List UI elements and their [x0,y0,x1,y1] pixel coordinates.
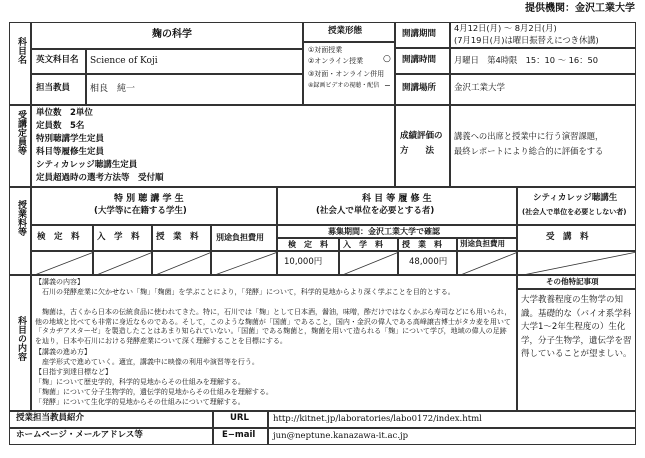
evaluation-label-2: 方 法 [400,146,435,156]
city-college-subtitle: (社会人で単位を必要としない者) [522,208,627,216]
credit-tuition-fee-label: 授 業 料 [402,240,442,249]
special-admission-fee-value [93,251,152,275]
instructor-label: 担当教員 [36,83,71,93]
email-label-cell [213,428,268,445]
not-applicable-slash [212,252,277,275]
instructor-cell [86,74,303,105]
time-label: 開講時間 [402,55,437,65]
english-name-value: Science of Koji [90,56,158,66]
credit-admission-fee-label: 入 学 料 [343,240,383,249]
goal-item: 「発酵」について生化学的見地からその仕組みについて理解する。 [35,398,245,406]
evaluation-line-1: 講義への出席と授業中に行う演習課題， [454,131,604,141]
other-fee-label: 別途負担費用 [216,233,264,242]
english-name-label-cell [31,49,86,74]
content-heading: 【講義の内容】 [35,278,84,286]
email-label: E−mail [222,430,256,440]
not-applicable-slash [340,252,398,275]
credit-other-fee-value [457,251,517,275]
admission-fee-label: 入 学 料 [97,232,140,242]
notes-text: 大学教養程度の生物学の知識。基礎的な（バイオ系学科大学1〜2年生程度の）生化学，分子生物学，遺伝学を習得していることが望ましい。 [521,295,632,359]
period-label: 開講期間 [402,29,437,39]
special-exam-fee-value [31,251,93,275]
time-value: 月曜日 第4時限 15：10 〜 16：50 [454,55,599,65]
content-header: 科目の内容 [9,275,31,411]
notes-header: その他特記事項 [546,277,599,286]
subject-name-header: 科目名 [9,22,31,105]
format-option-4-mark: − [384,81,391,90]
capacity-line: 特別聴講学生定員 [36,134,105,144]
special-tuition-fee-header [152,225,211,251]
time-label-cell [395,48,450,74]
place-cell [450,74,636,105]
notes-header-cell [517,275,636,289]
format-option-4: ④録画ビデオの視聴・配信 [308,82,380,89]
instructor-intro-label: 授業担当教員紹介 [16,413,85,423]
credit-exam-fee-header [277,238,339,251]
email-cell [268,428,636,445]
evaluation-label-cell [395,105,450,187]
capacity-cell [31,105,395,187]
provider-label: 提供機関：金沢工業大学 [525,3,635,14]
tuition-fee-label: 授 業 料 [156,232,199,242]
instructor-value: 相良 純一 [90,84,136,94]
goals-heading: 【目指す到達目標など】 [35,368,112,376]
period-line-1: 4月12日(月) 〜 8月2日(月) [454,23,557,33]
not-applicable-slash [94,252,152,275]
instructor-intro-label-cell [9,411,213,428]
method-heading: 【講義の進め方】 [35,348,91,356]
special-other-fee-value [211,251,277,275]
credit-other-fee-header [457,238,517,251]
not-applicable-slash [32,252,93,275]
subject-title: 麹の科学 [152,29,192,40]
credit-exam-fee-label: 検 定 料 [288,240,328,249]
credit-student-title: 科 目 等 履 修 生 [362,194,432,204]
credit-exam-fee-value: 10,000円 [284,257,323,267]
period-cell [450,22,636,48]
format-option-1: ①対面授業 [308,46,343,54]
format-option-3: ③対面・オンライン併用 [308,70,385,78]
method-text: 座学形式で進めていく。適宜，講義中に映像の利用や演習等を行う。 [35,358,259,366]
content-paragraph: 石川の発酵産業に欠かせない「麹」「麹菌」を学ぶことにより，「発酵」について，科学的見地からより深く学ぶことを目的とする。 [35,288,455,296]
special-student-title: 特 別 聴 講 学 生 [114,194,184,204]
fees-header: 授業料等 [9,187,31,275]
capacity-line: シティカレッジ聴講生定員 [36,160,138,170]
special-student-header [31,187,277,225]
goal-item: 「麹菌」について分子生物学的，遺伝学的見地からその仕組みを理解する。 [35,388,273,396]
credit-tuition-fee-value: 48,000円 [409,257,448,267]
credit-tuition-fee-value-cell [398,251,457,275]
notes-cell [517,289,636,411]
capacity-line: 科目等履修生定員 [36,147,105,157]
credit-admission-fee-header [339,238,398,251]
credit-exam-fee-value-cell [277,251,339,275]
city-audit-fee-value [517,251,636,275]
subject-title-cell [31,22,303,49]
exam-fee-label: 検 定 料 [37,232,80,242]
place-label: 開講場所 [402,83,437,93]
city-audit-fee-header [517,225,636,251]
credit-admission-fee-value [339,251,398,275]
special-admission-fee-header [93,225,152,251]
url-cell [268,411,636,428]
audit-fee-label: 受 講 料 [546,232,589,242]
evaluation-cell [450,105,636,187]
not-applicable-slash [458,252,517,275]
format-option-2-mark: ○ [383,54,391,64]
format-header-cell [303,22,395,42]
instructor-label-cell [31,74,86,105]
homepage-label-cell [9,428,213,445]
url-label-cell [213,411,268,428]
not-applicable-slash [153,252,211,275]
content-paragraph: 麹菌は，古くから日本の伝統食品に使われてきた。特に，石川では「麹」として日本酒，醤油，味噌，酢だけではなくかぶら寿司などにも用いられ，他の地域と比べても非常に身近なものである。そして，このような麹菌が「国菌」であること，国内・金沢の偉人である高峰譲吉博士がタカ麦を用いて「タカヂアスターゼ」を製造したことはあまり知られていない。「国菌」である麹菌と，麹菌を用いて造られる「麹」について学び，地域の偉人の足跡を辿り，日本や石川における発酵産業について深く理解することを目標にする。 [35,308,512,345]
format-label: 授業形態 [328,26,363,36]
credit-tuition-fee-header [398,238,457,251]
special-other-fee-header [211,225,277,251]
url-label: URL [230,413,249,423]
period-label-cell [395,22,450,48]
credit-other-fee-label: 別途負担費用 [460,239,505,248]
city-college-header [517,187,636,225]
capacity-line: 定員超過時の選考方法等 受付順 [36,173,164,183]
goal-item: 「麹」について歴史学的，科学的見地からその仕組みを理解する。 [35,378,245,386]
time-cell [450,48,636,74]
special-student-subtitle: (大学等に在籍する学生) [94,206,187,216]
credit-student-subtitle: (社会人で単位を必要とする者) [316,206,435,216]
place-label-cell [395,74,450,105]
audience-header: 受講定員等 [9,105,31,187]
english-name-cell [86,49,303,74]
city-college-title: シティカレッジ聴講生 [533,193,618,203]
place-value: 金沢工業大学 [454,83,506,93]
english-name-label: 英文科目名 [36,55,79,65]
instructor-email-link[interactable]: jun@neptune.kanazawa-it.ac.jp [273,431,409,441]
special-tuition-fee-value [152,251,211,275]
recruit-period: 募集期間：金沢工業大学で確認 [328,227,440,236]
evaluation-label-1: 成績評価の [400,131,443,141]
format-option-2: ②オンライン授業 [308,57,364,65]
capacity-line: 定員数 5名 [36,121,85,131]
capacity-line: 単位数 2単位 [36,108,93,118]
instructor-url-link[interactable]: http://kitnet.jp/laboratories/labo0172/index.html [273,414,482,424]
recruit-period-cell [277,225,517,238]
credit-student-header [277,187,517,225]
evaluation-line-2: 最終レポートにより総合的に評価をする [454,146,604,156]
content-cell [31,275,517,411]
not-applicable-slash [518,252,636,275]
period-line-2: (7月19日(月)は曜日振替えにつき休講) [454,35,599,45]
format-options-cell [303,42,395,105]
homepage-label: ホームページ・メールアドレス等 [16,430,143,440]
special-exam-fee-header [31,225,93,251]
